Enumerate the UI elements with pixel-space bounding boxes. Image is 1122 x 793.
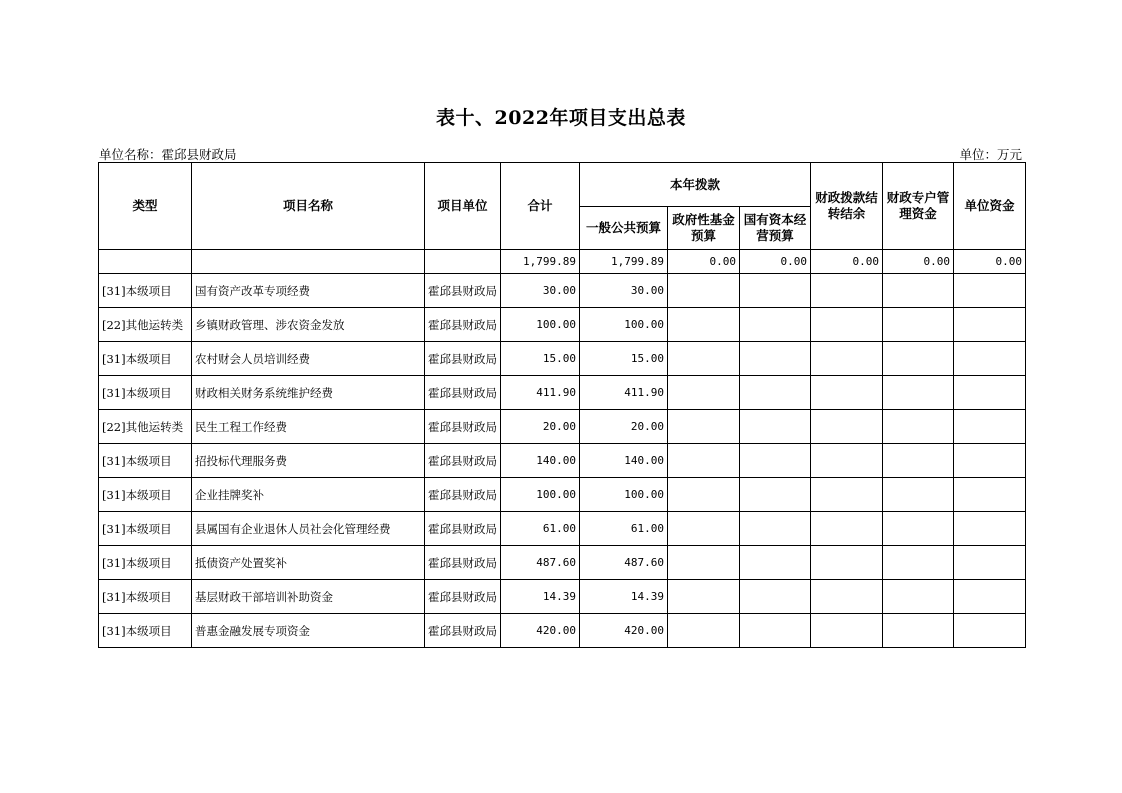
project-expenditure-table bbox=[98, 162, 1026, 648]
row-project-name-cell: 招投标代理服务费 bbox=[192, 444, 425, 478]
row-project-name-cell: 抵债资产处置奖补 bbox=[192, 546, 425, 580]
row-type-cell: [31]本级项目 bbox=[99, 342, 192, 376]
row-gov-fund-budget-cell bbox=[668, 274, 740, 308]
row-unit-funds-cell bbox=[954, 512, 1026, 546]
row-special-account-cell bbox=[883, 410, 954, 444]
row-gov-fund-budget-cell bbox=[668, 614, 740, 648]
row-unit-funds-cell bbox=[954, 546, 1026, 580]
row-type-cell: [31]本级项目 bbox=[99, 580, 192, 614]
row-state-capital-budget-cell bbox=[740, 512, 811, 546]
row-carryover-cell bbox=[811, 274, 883, 308]
table-row bbox=[99, 614, 1026, 648]
row-special-account-cell bbox=[883, 512, 954, 546]
header-special-account: 财政专户管理资金 bbox=[883, 163, 954, 250]
totals-unit-cell bbox=[425, 250, 501, 274]
row-special-account-cell bbox=[883, 444, 954, 478]
table-row bbox=[99, 376, 1026, 410]
row-carryover-cell bbox=[811, 444, 883, 478]
row-total-cell: 420.00 bbox=[501, 614, 580, 648]
row-project-unit-cell: 霍邱县财政局 bbox=[425, 444, 501, 478]
row-project-unit-cell: 霍邱县财政局 bbox=[425, 512, 501, 546]
row-special-account-cell bbox=[883, 614, 954, 648]
row-project-name-cell: 国有资产改革专项经费 bbox=[192, 274, 425, 308]
row-state-capital-budget-cell bbox=[740, 614, 811, 648]
row-project-name-cell: 普惠金融发展专项资金 bbox=[192, 614, 425, 648]
row-project-name-cell: 乡镇财政管理、涉农资金发放 bbox=[192, 308, 425, 342]
row-type-cell: [22]其他运转类 bbox=[99, 308, 192, 342]
header-type: 类型 bbox=[99, 163, 192, 250]
row-type-cell: [31]本级项目 bbox=[99, 478, 192, 512]
totals-state-capital-budget: 0.00 bbox=[740, 250, 811, 274]
row-total-cell: 20.00 bbox=[501, 410, 580, 444]
row-total-cell: 487.60 bbox=[501, 546, 580, 580]
row-general-budget-cell: 487.60 bbox=[580, 546, 668, 580]
row-project-name-cell: 企业挂牌奖补 bbox=[192, 478, 425, 512]
row-special-account-cell bbox=[883, 546, 954, 580]
row-carryover-cell bbox=[811, 308, 883, 342]
row-project-unit-cell: 霍邱县财政局 bbox=[425, 274, 501, 308]
row-project-name-cell: 县属国有企业退休人员社会化管理经费 bbox=[192, 512, 425, 546]
row-general-budget-cell: 61.00 bbox=[580, 512, 668, 546]
row-carryover-cell bbox=[811, 546, 883, 580]
row-type-cell: [31]本级项目 bbox=[99, 376, 192, 410]
totals-general-budget: 1,799.89 bbox=[580, 250, 668, 274]
header-current-year-allocation: 本年拨款 bbox=[580, 163, 811, 207]
row-project-unit-cell: 霍邱县财政局 bbox=[425, 342, 501, 376]
row-project-name-cell: 财政相关财务系统维护经费 bbox=[192, 376, 425, 410]
header-project-unit: 项目单位 bbox=[425, 163, 501, 250]
header-general-budget: 一般公共预算 bbox=[580, 207, 668, 250]
row-total-cell: 14.39 bbox=[501, 580, 580, 614]
table-row bbox=[99, 580, 1026, 614]
totals-name-cell bbox=[192, 250, 425, 274]
row-special-account-cell bbox=[883, 478, 954, 512]
row-state-capital-budget-cell bbox=[740, 274, 811, 308]
row-total-cell: 100.00 bbox=[501, 478, 580, 512]
row-total-cell: 61.00 bbox=[501, 512, 580, 546]
table-row bbox=[99, 274, 1026, 308]
row-state-capital-budget-cell bbox=[740, 410, 811, 444]
row-type-cell: [31]本级项目 bbox=[99, 274, 192, 308]
row-state-capital-budget-cell bbox=[740, 342, 811, 376]
row-type-cell: [31]本级项目 bbox=[99, 512, 192, 546]
row-unit-funds-cell bbox=[954, 410, 1026, 444]
totals-carryover: 0.00 bbox=[811, 250, 883, 274]
row-gov-fund-budget-cell bbox=[668, 410, 740, 444]
table-row bbox=[99, 410, 1026, 444]
row-type-cell: [31]本级项目 bbox=[99, 614, 192, 648]
row-project-unit-cell: 霍邱县财政局 bbox=[425, 308, 501, 342]
row-total-cell: 15.00 bbox=[501, 342, 580, 376]
row-type-cell: [31]本级项目 bbox=[99, 546, 192, 580]
row-gov-fund-budget-cell bbox=[668, 444, 740, 478]
header-project-name: 项目名称 bbox=[192, 163, 425, 250]
row-unit-funds-cell bbox=[954, 444, 1026, 478]
row-total-cell: 100.00 bbox=[501, 308, 580, 342]
row-state-capital-budget-cell bbox=[740, 546, 811, 580]
table-row bbox=[99, 512, 1026, 546]
row-total-cell: 140.00 bbox=[501, 444, 580, 478]
table-row bbox=[99, 546, 1026, 580]
row-state-capital-budget-cell bbox=[740, 444, 811, 478]
header-state-capital-budget: 国有资本经营预算 bbox=[740, 207, 811, 250]
row-state-capital-budget-cell bbox=[740, 376, 811, 410]
row-unit-funds-cell bbox=[954, 580, 1026, 614]
totals-type-cell bbox=[99, 250, 192, 274]
row-project-unit-cell: 霍邱县财政局 bbox=[425, 546, 501, 580]
row-gov-fund-budget-cell bbox=[668, 308, 740, 342]
currency-unit-label: 单位：万元 bbox=[959, 147, 1022, 162]
row-unit-funds-cell bbox=[954, 308, 1026, 342]
row-state-capital-budget-cell bbox=[740, 580, 811, 614]
row-carryover-cell bbox=[811, 580, 883, 614]
header-gov-fund-budget: 政府性基金预算 bbox=[668, 207, 740, 250]
row-project-name-cell: 民生工程工作经费 bbox=[192, 410, 425, 444]
row-carryover-cell bbox=[811, 512, 883, 546]
row-general-budget-cell: 15.00 bbox=[580, 342, 668, 376]
row-project-unit-cell: 霍邱县财政局 bbox=[425, 376, 501, 410]
row-general-budget-cell: 100.00 bbox=[580, 308, 668, 342]
row-general-budget-cell: 30.00 bbox=[580, 274, 668, 308]
row-project-unit-cell: 霍邱县财政局 bbox=[425, 478, 501, 512]
row-special-account-cell bbox=[883, 580, 954, 614]
row-project-name-cell: 农村财会人员培训经费 bbox=[192, 342, 425, 376]
row-general-budget-cell: 411.90 bbox=[580, 376, 668, 410]
row-unit-funds-cell bbox=[954, 614, 1026, 648]
totals-unit-funds: 0.00 bbox=[954, 250, 1026, 274]
unit-name-label: 单位名称：霍邱县财政局 bbox=[99, 147, 237, 162]
row-unit-funds-cell bbox=[954, 376, 1026, 410]
row-special-account-cell bbox=[883, 308, 954, 342]
row-general-budget-cell: 14.39 bbox=[580, 580, 668, 614]
row-project-unit-cell: 霍邱县财政局 bbox=[425, 410, 501, 444]
row-carryover-cell bbox=[811, 614, 883, 648]
row-type-cell: [31]本级项目 bbox=[99, 444, 192, 478]
row-gov-fund-budget-cell bbox=[668, 342, 740, 376]
row-carryover-cell bbox=[811, 342, 883, 376]
row-gov-fund-budget-cell bbox=[668, 478, 740, 512]
totals-total: 1,799.89 bbox=[501, 250, 580, 274]
row-unit-funds-cell bbox=[954, 342, 1026, 376]
table-row bbox=[99, 308, 1026, 342]
row-state-capital-budget-cell bbox=[740, 308, 811, 342]
header-carryover: 财政拨款结转结余 bbox=[811, 163, 883, 250]
row-special-account-cell bbox=[883, 342, 954, 376]
row-gov-fund-budget-cell bbox=[668, 546, 740, 580]
row-project-name-cell: 基层财政干部培训补助资金 bbox=[192, 580, 425, 614]
totals-row bbox=[99, 250, 1026, 274]
row-unit-funds-cell bbox=[954, 478, 1026, 512]
totals-gov-fund-budget: 0.00 bbox=[668, 250, 740, 274]
row-gov-fund-budget-cell bbox=[668, 512, 740, 546]
row-carryover-cell bbox=[811, 376, 883, 410]
row-project-unit-cell: 霍邱县财政局 bbox=[425, 614, 501, 648]
header-unit-funds: 单位资金 bbox=[954, 163, 1026, 250]
row-unit-funds-cell bbox=[954, 274, 1026, 308]
page-title: 表十、2022年项目支出总表 bbox=[436, 107, 686, 129]
row-special-account-cell bbox=[883, 274, 954, 308]
table-row bbox=[99, 478, 1026, 512]
row-general-budget-cell: 140.00 bbox=[580, 444, 668, 478]
row-special-account-cell bbox=[883, 376, 954, 410]
row-total-cell: 30.00 bbox=[501, 274, 580, 308]
table-row bbox=[99, 342, 1026, 376]
row-total-cell: 411.90 bbox=[501, 376, 580, 410]
row-carryover-cell bbox=[811, 410, 883, 444]
row-type-cell: [22]其他运转类 bbox=[99, 410, 192, 444]
header-total: 合计 bbox=[501, 163, 580, 250]
row-general-budget-cell: 420.00 bbox=[580, 614, 668, 648]
totals-special-account: 0.00 bbox=[883, 250, 954, 274]
row-carryover-cell bbox=[811, 478, 883, 512]
row-general-budget-cell: 100.00 bbox=[580, 478, 668, 512]
row-gov-fund-budget-cell bbox=[668, 376, 740, 410]
row-state-capital-budget-cell bbox=[740, 478, 811, 512]
row-project-unit-cell: 霍邱县财政局 bbox=[425, 580, 501, 614]
row-gov-fund-budget-cell bbox=[668, 580, 740, 614]
row-general-budget-cell: 20.00 bbox=[580, 410, 668, 444]
table-row bbox=[99, 444, 1026, 478]
